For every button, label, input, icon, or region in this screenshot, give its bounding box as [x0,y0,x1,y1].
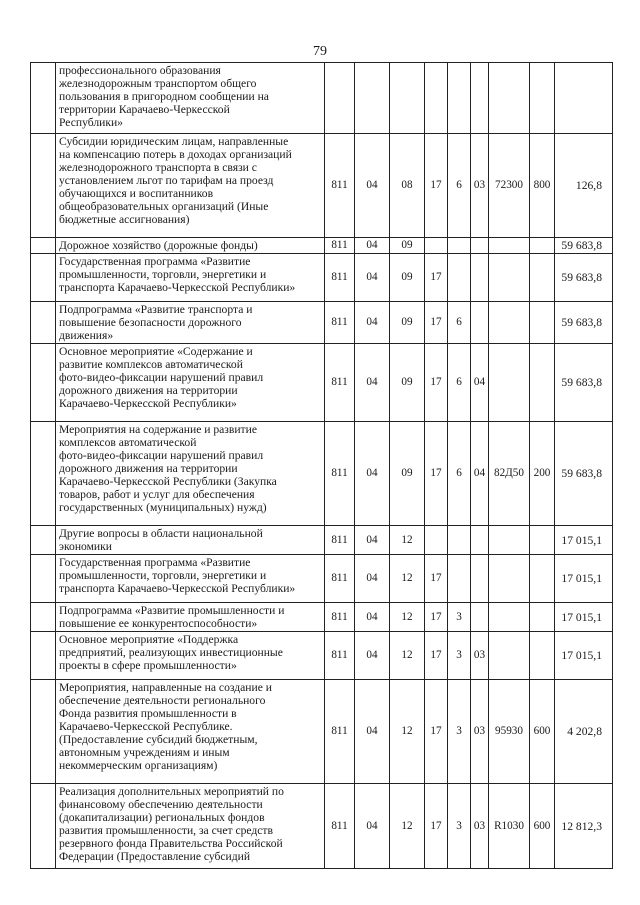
amount-cell: 17 015,1 [555,555,613,603]
table-row [31,344,613,422]
expense-type-cell [530,344,555,422]
subprogram-code-cell [448,63,471,134]
subsection-code-cell: 12 [390,526,425,555]
row-name-cell: Государственная программа «Развитие промышленности, торговли, энергетики и транспорта Карачаево-Черкесской Республики» [56,555,325,603]
table-row [31,784,613,869]
section-code-cell: 04 [355,680,390,784]
direction-code-cell [489,63,530,134]
event-code-cell: 03 [471,680,489,784]
subprogram-code-cell [448,254,471,302]
subsection-code-cell: 09 [390,422,425,526]
subprogram-code-cell: 3 [448,784,471,869]
ministry-code-cell: 811 [325,302,355,344]
subsection-code-cell: 12 [390,603,425,632]
row-name-cell: Мероприятия, направленные на создание и обеспечение деятельности регионального Фонда развития промышленности в Карачаево-Черкесской Республике. (Предоставление субсидий бюджетным, автономным учреждениям и иным некоммерческим организациям) [56,680,325,784]
table-row [31,254,613,302]
program-code-cell [425,63,448,134]
program-code-cell [425,526,448,555]
amount-cell: 59 683,8 [555,238,613,254]
expense-type-cell [530,254,555,302]
expense-type-cell [530,238,555,254]
table-row [31,63,613,134]
amount-cell [555,63,613,134]
row-index-cell [31,422,56,526]
ministry-code-cell: 811 [325,603,355,632]
program-code-cell: 17 [425,422,448,526]
ministry-code-cell [325,63,355,134]
event-code-cell [471,63,489,134]
row-name-cell: Другие вопросы в области национальной экономики [56,526,325,555]
subsection-code-cell [390,63,425,134]
program-code-cell: 17 [425,555,448,603]
row-index-cell [31,555,56,603]
subprogram-code-cell [448,555,471,603]
budget-table [30,62,613,869]
row-index-cell [31,632,56,680]
subsection-code-cell: 12 [390,555,425,603]
subsection-code-cell: 09 [390,238,425,254]
subprogram-code-cell [448,526,471,555]
row-index-cell [31,680,56,784]
table-body [31,63,613,869]
direction-code-cell [489,603,530,632]
direction-code-cell: 82Д50 [489,422,530,526]
event-code-cell [471,555,489,603]
expense-type-cell [530,302,555,344]
section-code-cell: 04 [355,238,390,254]
table-row [31,526,613,555]
program-code-cell: 17 [425,632,448,680]
row-name-cell: профессионального образования железнодорожным транспортом общего пользования в пригородном сообщении на территории Карачаево-Черкесской Республики» [56,63,325,134]
table-row [31,680,613,784]
expense-type-cell: 800 [530,134,555,238]
event-code-cell [471,302,489,344]
amount-cell: 4 202,8 [555,680,613,784]
subprogram-code-cell: 3 [448,603,471,632]
section-code-cell: 04 [355,134,390,238]
expense-type-cell [530,63,555,134]
section-code-cell: 04 [355,632,390,680]
amount-cell: 59 683,8 [555,254,613,302]
direction-code-cell [489,555,530,603]
amount-cell: 59 683,8 [555,344,613,422]
direction-code-cell [489,238,530,254]
event-code-cell: 03 [471,784,489,869]
row-name-cell: Подпрограмма «Развитие промышленности и повышение ее конкурентоспособности» [56,603,325,632]
expense-type-cell [530,555,555,603]
page-number: 79 [313,44,327,59]
subprogram-code-cell: 3 [448,680,471,784]
row-index-cell [31,526,56,555]
subsection-code-cell: 12 [390,680,425,784]
program-code-cell: 17 [425,344,448,422]
subprogram-code-cell: 3 [448,632,471,680]
subsection-code-cell: 08 [390,134,425,238]
subsection-code-cell: 09 [390,302,425,344]
subsection-code-cell: 09 [390,254,425,302]
ministry-code-cell: 811 [325,238,355,254]
ministry-code-cell: 811 [325,254,355,302]
amount-cell: 126,8 [555,134,613,238]
row-index-cell [31,784,56,869]
row-index-cell [31,238,56,254]
section-code-cell: 04 [355,254,390,302]
subprogram-code-cell [448,238,471,254]
row-index-cell [31,344,56,422]
subsection-code-cell: 12 [390,784,425,869]
ministry-code-cell: 811 [325,422,355,526]
row-name-cell: Дорожное хозяйство (дорожные фонды) [56,238,325,254]
subsection-code-cell: 12 [390,632,425,680]
row-index-cell [31,302,56,344]
section-code-cell: 04 [355,555,390,603]
ministry-code-cell: 811 [325,784,355,869]
table-row [31,238,613,254]
section-code-cell: 04 [355,344,390,422]
section-code-cell: 04 [355,302,390,344]
row-name-cell: Государственная программа «Развитие промышленности, торговли, энергетики и транспорта Карачаево-Черкесской Республики» [56,254,325,302]
direction-code-cell [489,302,530,344]
expense-type-cell [530,632,555,680]
amount-cell: 17 015,1 [555,632,613,680]
amount-cell: 17 015,1 [555,526,613,555]
event-code-cell [471,603,489,632]
subprogram-code-cell: 6 [448,302,471,344]
section-code-cell: 04 [355,526,390,555]
direction-code-cell: 95930 [489,680,530,784]
row-name-cell: Реализация дополнительных мероприятий по финансовому обеспечению деятельности (докапитализации) региональных фондов развития промышленности, за счет средств резервного фонда Правительства Российской Федерации (Предоставление субсидий [56,784,325,869]
program-code-cell: 17 [425,784,448,869]
event-code-cell: 04 [471,422,489,526]
section-code-cell [355,63,390,134]
amount-cell: 12 812,3 [555,784,613,869]
event-code-cell: 03 [471,632,489,680]
row-index-cell [31,603,56,632]
direction-code-cell [489,344,530,422]
table-row [31,555,613,603]
program-code-cell: 17 [425,603,448,632]
amount-cell: 59 683,8 [555,302,613,344]
section-code-cell: 04 [355,784,390,869]
row-name-cell: Подпрограмма «Развитие транспорта и повышение безопасности дорожного движения» [56,302,325,344]
ministry-code-cell: 811 [325,680,355,784]
program-code-cell: 17 [425,302,448,344]
subsection-code-cell: 09 [390,344,425,422]
event-code-cell [471,238,489,254]
event-code-cell: 04 [471,344,489,422]
row-name-cell: Субсидии юридическим лицам, направленные на компенсацию потерь в доходах организаций железнодорожного транспорта в связи с установлением льгот по тарифам на проезд обучающихся и воспитанников общеобразовательных организаций (Иные бюджетные ассигнования) [56,134,325,238]
row-index-cell [31,134,56,238]
ministry-code-cell: 811 [325,344,355,422]
ministry-code-cell: 811 [325,526,355,555]
expense-type-cell [530,526,555,555]
subprogram-code-cell: 6 [448,344,471,422]
program-code-cell: 17 [425,254,448,302]
ministry-code-cell: 811 [325,555,355,603]
program-code-cell: 17 [425,680,448,784]
row-name-cell: Мероприятия на содержание и развитие комплексов автоматической фото-видео-фиксации нарушений правил дорожного движения на территории Карачаево-Черкесской Республики (Закупка товаров, работ и услуг для обеспечения государственных (муниципальных) нужд) [56,422,325,526]
table-row [31,603,613,632]
program-code-cell [425,238,448,254]
table-row [31,134,613,238]
expense-type-cell [530,603,555,632]
expense-type-cell: 200 [530,422,555,526]
amount-cell: 59 683,8 [555,422,613,526]
row-name-cell: Основное мероприятие «Содержание и развитие комплексов автоматической фото-видео-фиксации нарушений правил дорожного движения на территории Карачаево-Черкесской Республики» [56,344,325,422]
row-index-cell [31,63,56,134]
event-code-cell [471,526,489,555]
table-row [31,302,613,344]
table-row [31,422,613,526]
subprogram-code-cell: 6 [448,422,471,526]
table-row [31,632,613,680]
direction-code-cell: 72300 [489,134,530,238]
event-code-cell [471,254,489,302]
program-code-cell: 17 [425,134,448,238]
ministry-code-cell: 811 [325,632,355,680]
expense-type-cell: 600 [530,784,555,869]
section-code-cell: 04 [355,603,390,632]
ministry-code-cell: 811 [325,134,355,238]
row-name-cell: Основное мероприятие «Поддержка предприятий, реализующих инвестиционные проекты в сфере промышленности» [56,632,325,680]
direction-code-cell [489,632,530,680]
direction-code-cell [489,526,530,555]
subprogram-code-cell: 6 [448,134,471,238]
expense-type-cell: 600 [530,680,555,784]
direction-code-cell [489,254,530,302]
direction-code-cell: R1030 [489,784,530,869]
section-code-cell: 04 [355,422,390,526]
row-index-cell [31,254,56,302]
amount-cell: 17 015,1 [555,603,613,632]
event-code-cell: 03 [471,134,489,238]
